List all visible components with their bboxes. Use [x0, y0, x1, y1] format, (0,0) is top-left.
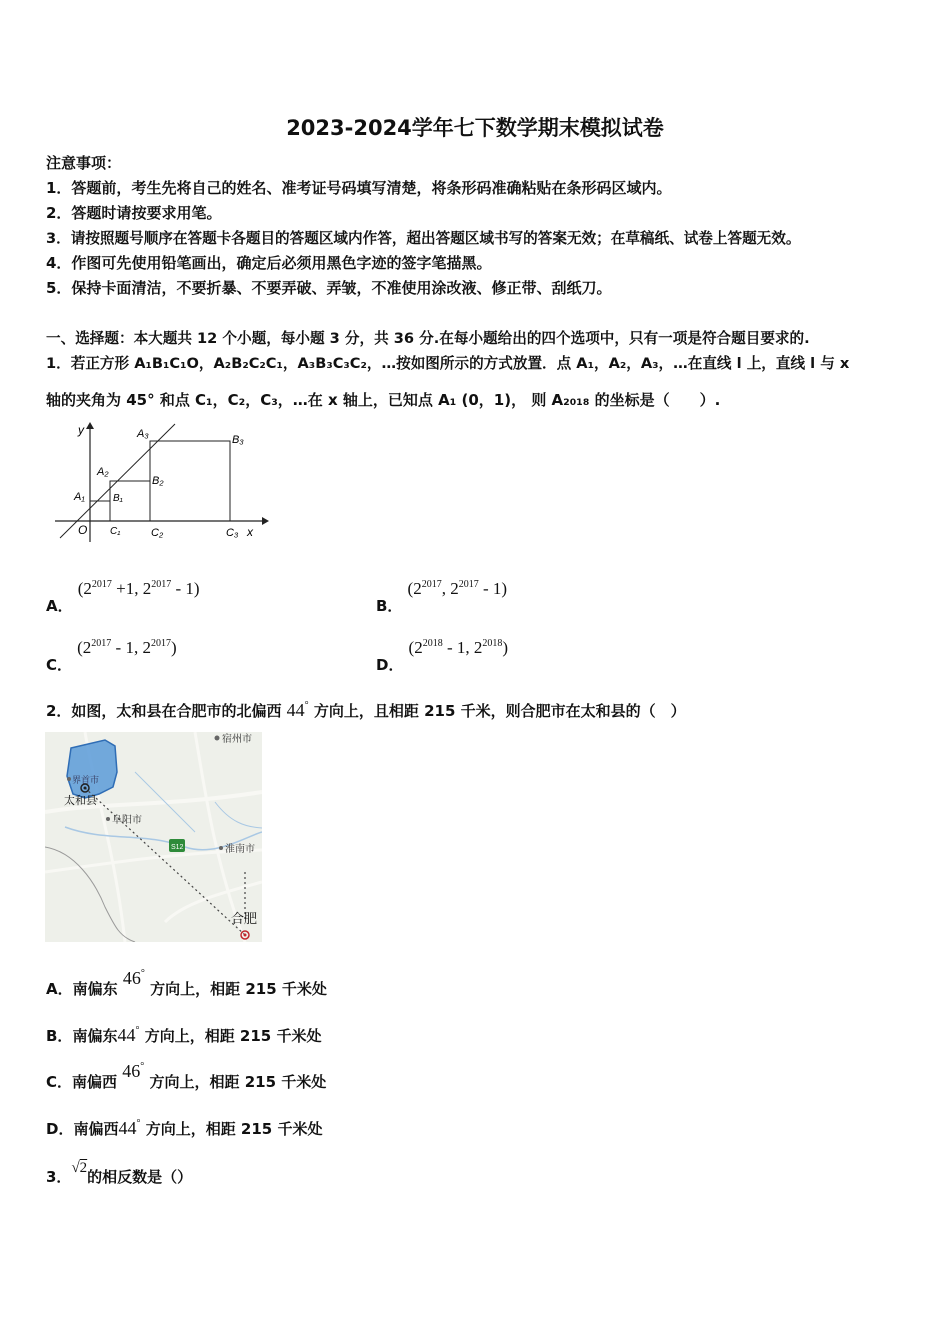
q1-text-line1: 1．若正方形 A₁B₁C₁O，A₂B₂C₂C₁，A₃B₃C₃C₂，…按如图所示的方式放置．点 A₁，A₂，A₃，…在直线 l 上，直线 l 与 x: [46, 355, 850, 372]
map-label-taihe: 太和县: [64, 795, 97, 807]
label-C3: C₃: [226, 527, 239, 539]
label-O: O: [78, 523, 88, 537]
q1-option-d[interactable]: [376, 637, 509, 674]
label-y: y: [78, 423, 84, 437]
label-B2: B₂: [152, 475, 164, 487]
city-dot-icon: [215, 736, 220, 741]
map-label-hefei: 合肥: [231, 911, 258, 926]
map-label-huainan: 淮南市: [225, 844, 255, 855]
option-letter: B．: [376, 597, 403, 615]
taihe-marker-dot-icon: [84, 787, 87, 790]
label-C2: C₂: [151, 527, 164, 539]
sqrt-expression: √2: [71, 1160, 88, 1176]
q1-option-b[interactable]: [376, 578, 508, 615]
section-heading: 一、选择题：本大题共 12 个小题，每小题 3 分，共 36 分.在每小题给出的四个选项中，只有一项是符合题目要求的.: [46, 330, 810, 347]
notice-heading: 注意事项：: [46, 154, 122, 172]
option-letter: D．: [376, 656, 404, 674]
q2-option-c[interactable]: C．南偏西 46° 方向上，相距 215 千米处: [46, 1061, 327, 1091]
label-A1: A₁: [74, 491, 85, 503]
label-B3: B₃: [232, 434, 244, 446]
square-1: [90, 501, 110, 521]
q1-option-c[interactable]: [46, 637, 177, 674]
map-label-fuyang: 阜阳市: [112, 815, 142, 826]
city-dot-icon: [67, 777, 71, 781]
option-expression: ($2^{2017} +1$, $2^{2017} - 1$): [77, 579, 200, 598]
notice-item-3: 3．请按照题号顺序在答题卡各题目的答题区域内作答，超出答题区域书写的答案无效；在草稿纸、试卷上答题无效。: [46, 230, 801, 247]
q3-text: 3．√2的相反数是（）: [46, 1160, 193, 1186]
option-letter: A．: [46, 597, 73, 615]
notice-item-2: 2．答题时请按要求用笔。: [46, 204, 222, 222]
y-axis-arrow-icon: [86, 422, 94, 429]
page-title: 2023-2024学年七下数学期末模拟试卷: [286, 116, 664, 140]
q2-text: 2．如图，太和县在合肥市的北偏西 44° 方向上，且相距 215 千米，则合肥市在太和县的（ ）: [46, 700, 686, 720]
x-axis-arrow-icon: [262, 517, 269, 525]
city-dot-icon: [219, 846, 223, 850]
label-A2: A₂: [97, 466, 109, 478]
label-B1: B₁: [113, 493, 123, 504]
map-label-road: S12: [171, 844, 184, 851]
city-dot-icon: [106, 817, 110, 821]
option-letter: C．: [46, 656, 73, 674]
hefei-marker-dot-icon: [244, 934, 247, 937]
q2-option-b[interactable]: B．南偏东44° 方向上，相距 215 千米处: [46, 1025, 322, 1045]
q1-text-line2: 轴的夹角为 45° 和点 C₁，C₂，C₃，…在 x 轴上，已知点 A₁ (0，1)， 则 A₂₀₁₈ 的坐标是（ ）.: [46, 391, 721, 409]
q1-square-figure: [50, 420, 270, 550]
option-expression: ($2^{2017} - 1$, $2^{2017}$): [77, 638, 177, 657]
q2-map: [45, 732, 262, 942]
label-C1: C₁: [110, 526, 121, 537]
taihe-region: [67, 740, 117, 798]
notice-item-4: 4．作图可先使用铅笔画出，确定后必须用黑色字迹的签字笔描黑。: [46, 254, 492, 272]
option-expression: ($2^{2018} - 1$, $2^{2018}$): [408, 638, 509, 657]
q2-option-a[interactable]: A．南偏东 46° 方向上，相距 215 千米处: [46, 968, 327, 998]
q2-option-d[interactable]: D．南偏西44° 方向上，相距 215 千米处: [46, 1118, 323, 1138]
label-x: x: [247, 525, 253, 539]
map-label-jieshou: 界首市: [72, 775, 100, 785]
option-expression: ($2^{2017}$, $2^{2017} - 1$): [407, 579, 508, 598]
notice-item-5: 5．保持卡面清洁，不要折暴、不要弄破、弄皱，不准使用涂改液、修正带、刮纸刀。: [46, 279, 612, 297]
map-label-suzhou: 宿州市: [222, 734, 252, 745]
notice-item-1: 1．答题前，考生先将自己的姓名、准考证号码填写清楚，将条形码准确粘贴在条形码区域内。: [46, 179, 672, 197]
label-A3: A₃: [137, 428, 149, 440]
q1-option-a[interactable]: [46, 578, 200, 615]
